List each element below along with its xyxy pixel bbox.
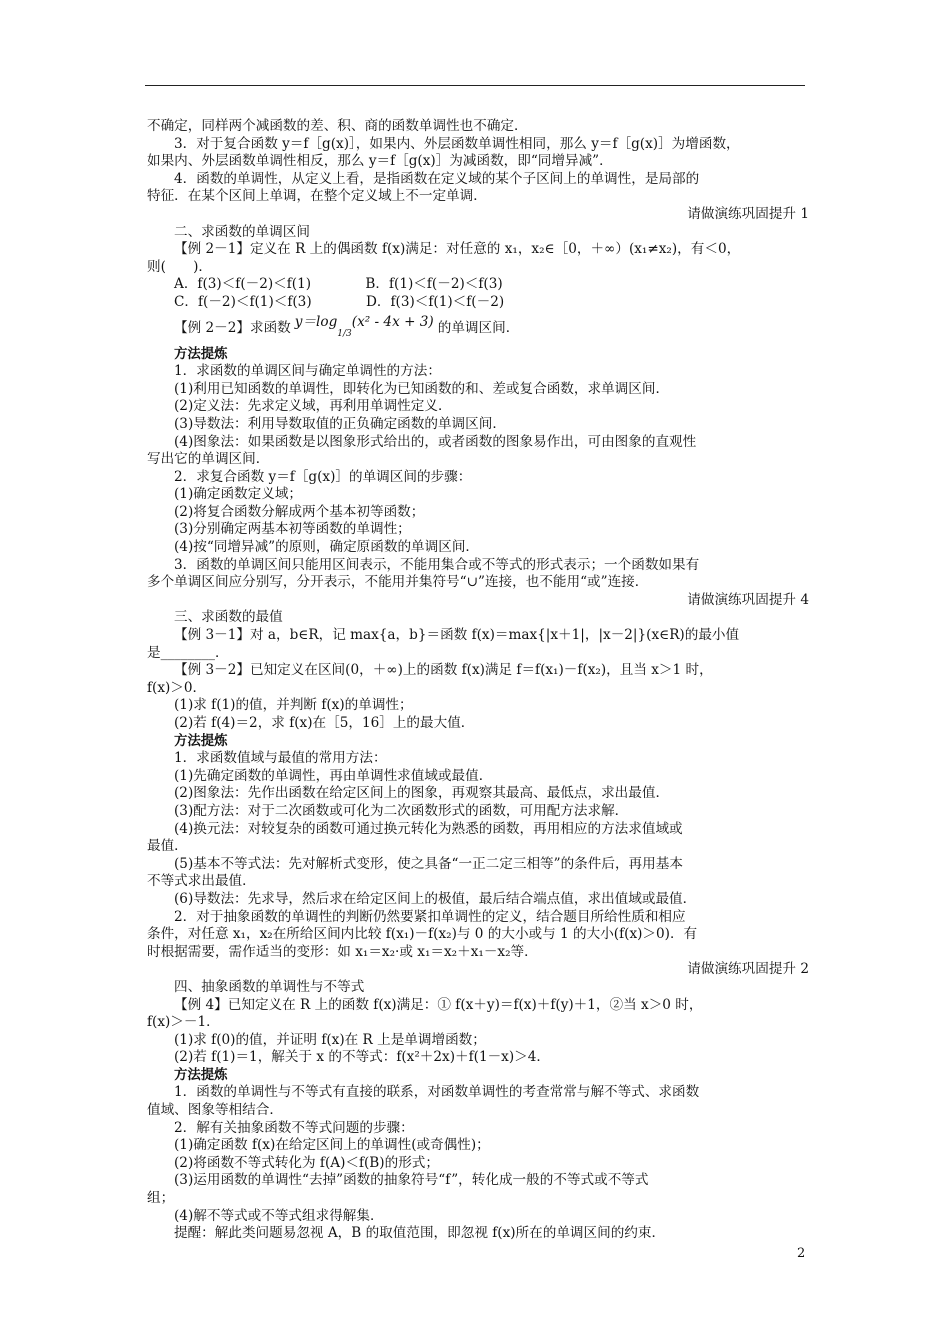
text-line: 3．函数的单调区间只能用区间表示，不能用集合或不等式的形式表示；一个函数如果有 [174, 556, 700, 573]
text-line: 1．求函数的单调区间与确定单调性的方法： [174, 363, 441, 380]
text-line: 不确定，同样两个减函数的差、积、商的函数单调性也不确定． [147, 118, 528, 134]
section-part-2 [147, 346, 809, 1243]
section-heading: 方法提炼 [174, 346, 228, 362]
text-line: 时根据需要，需作适当的变形：如 x₁＝x₂·或 x₁＝x₂＋x₁－x₂等． [147, 943, 538, 960]
text-line: (4)图象法：如果函数是以图象形式给出的，或者函数的图象易作出，可由图象的直观性 [174, 433, 697, 450]
text-line: 如果内、外层函数单调性相反，那么 y＝f［g(x)］为减函数，即“同增异减”． [147, 153, 613, 170]
text-line: f(x)＞0． [147, 679, 207, 696]
text-line: 二、求函数的单调区间 [174, 223, 310, 240]
text-line: 3．对于复合函数 y＝f［g(x)］，如果内、外层函数单调性相同，那么 y＝f［g(x)］为增函数， [174, 135, 740, 152]
text-line: 写出它的单调区间． [147, 451, 270, 468]
text-line: 1．函数的单调性与不等式有直接的联系，对函数单调性的考查常常与解不等式、求函数 [174, 1084, 700, 1101]
text-line: 四、抽象函数的单调性与不等式 [174, 978, 365, 995]
section-part-1 [147, 118, 809, 312]
text-line: (2)定义法：先求定义域，再利用单调性定义． [174, 398, 452, 415]
text-line: 4．函数的单调性，从定义上看，是指函数在定义域的某个子区间上的单调性，是局部的 [174, 170, 700, 187]
text-line: (2)图象法：先作出函数在给定区间上的图象，再观察其最高、最低点，求出最值． [174, 785, 670, 802]
text-line: 则( )． [147, 258, 212, 275]
text-line: 提醒：解此类问题易忽视 A，B 的取值范围，即忽视 f(x)所在的单调区间的约束． [174, 1225, 666, 1242]
text-line: (5)基本不等式法：先对解析式变形，使之具备“一正二定三相等”的条件后，再用基本 [174, 855, 683, 872]
text-line: (1)先确定函数的单调性，再由单调性求值域或最值． [174, 767, 493, 784]
text-line: 最值． [147, 838, 188, 855]
text-line: C．f(－2)＜f(1)＜f(3) D．f(3)＜f(1)＜f(－2) [174, 293, 505, 310]
text-line: 2．求复合函数 y＝f［g(x)］的单调区间的步骤： [174, 468, 472, 485]
formula-y-log: y＝log [294, 313, 338, 330]
text-line: 条件，对任意 x₁，x₂在所给区间内比较 f(x₁)－f(x₂)与 0 的大小或与 1 的大小(f(x)＞0)．有 [147, 926, 698, 943]
text-line: (4)按“同增异减”的原则，确定原函数的单调区间． [174, 539, 480, 556]
text-line: (3)分别确定两基本初等函数的单调性； [174, 521, 411, 538]
example-2-2-suffix: 的单调区间． [437, 319, 520, 336]
page-number: 2 [797, 1246, 806, 1261]
text-line: (1)求 f(1)的值，并判断 f(x)的单调性； [174, 697, 413, 714]
text-line: 【例 3－2】已知定义在区间(0，＋∞)上的函数 f(x)满足 f＝f(x₁)－f(x₂)，且当 x＞1 时， [174, 662, 713, 679]
text-line: 是________． [147, 644, 229, 661]
text-line: 【例 2－1】定义在 R 上的偶函数 f(x)满足：对任意的 x₁，x₂∈［0，＋∞）(x₁≠x₂)，有＜0， [174, 241, 741, 258]
practice-reference: 请做演练巩固提升 4 [687, 591, 809, 608]
text-line: 三、求函数的最值 [174, 609, 283, 626]
text-line: 2．对于抽象函数的单调性的判断仍然要紧扣单调性的定义，结合题目所给性质和相应 [174, 908, 686, 925]
section-heading: 方法提炼 [174, 733, 228, 749]
text-line: (2)若 f(4)＝2，求 f(x)在［5，16］上的最大值． [174, 715, 475, 731]
text-line: (3)运用函数的单调性“去掉”函数的抽象符号“f”，转化成一般的不等式或不等式 [174, 1172, 649, 1189]
practice-reference: 请做演练巩固提升 2 [687, 961, 809, 978]
text-line: 【例 3－1】对 a，b∈R，记 max{a，b}＝函数 f(x)＝max{|x＋1|，|x－2|}(x∈R)的最小值 [174, 627, 740, 644]
text-line: 组； [147, 1190, 175, 1207]
formula-argument: (x² - 4x + 3) [351, 313, 434, 330]
practice-reference: 请做演练巩固提升 1 [687, 205, 809, 222]
text-line: (1)求 f(0)的值，并证明 f(x)在 R 上是单调增函数； [174, 1031, 486, 1048]
header-rule [145, 85, 805, 86]
text-line: (1)确定函数定义域； [174, 486, 303, 503]
text-line: 【例 4】已知定义在 R 上的函数 f(x)满足：① f(x＋y)＝f(x)＋f(y)＋1，②当 x＞0 时， [174, 996, 703, 1013]
text-line: 2．解有关抽象函数不等式问题的步骤： [174, 1119, 414, 1136]
text-line: (1)利用已知函数的单调性，即转化为已知函数的和、差或复合函数，求单调区间． [174, 380, 670, 397]
document-body [147, 118, 809, 1243]
text-line: (1)确定函数 f(x)在给定区间上的单调性(或奇偶性)； [174, 1137, 490, 1154]
text-line: 特征．在某个区间上单调，在整个定义域上不一定单调． [147, 188, 487, 205]
text-line: (3)导数法：利用导数取值的正负确定函数的单调区间． [174, 415, 506, 432]
log-formula [295, 314, 434, 344]
text-line: A．f(3)＜f(－2)＜f(1) B．f(1)＜f(－2)＜f(3) [174, 276, 503, 293]
text-line: (2)若 f(1)＝1，解关于 x 的不等式：f(x²＋2x)＋f(1－x)＞4． [174, 1049, 550, 1066]
text-line: (4)解不等式或不等式组求得解集． [174, 1207, 384, 1224]
text-line: f(x)＞－1． [147, 1014, 220, 1031]
text-line: (4)换元法：对较复杂的函数可通过换元转化为熟悉的函数，再用相应的方法求值域或 [174, 820, 683, 837]
text-line: 不等式求出最值． [147, 873, 256, 890]
text-line: 1．求函数值域与最值的常用方法： [174, 750, 387, 767]
formula-base: 1/3 [337, 328, 352, 339]
example-2-2 [147, 312, 809, 346]
example-2-2-prefix: 【例 2－2】求函数 [174, 319, 291, 336]
text-line: (6)导数法：先求导，然后求在给定区间上的极值，最后结合端点值，求出值域或最值． [174, 890, 697, 907]
text-line: (2)将函数不等式转化为 f(A)＜f(B)的形式； [174, 1154, 439, 1171]
text-line: 值域、图象等相结合． [147, 1102, 283, 1119]
section-heading: 方法提炼 [174, 1067, 228, 1083]
text-line: 多个单调区间应分别写，分开表示，不能用并集符号“∪”连接，也不能用“或”连接． [147, 574, 649, 591]
text-line: (3)配方法：对于二次函数或可化为二次函数形式的函数，可用配方法求解． [174, 802, 629, 819]
text-line: (2)将复合函数分解成两个基本初等函数； [174, 503, 425, 520]
